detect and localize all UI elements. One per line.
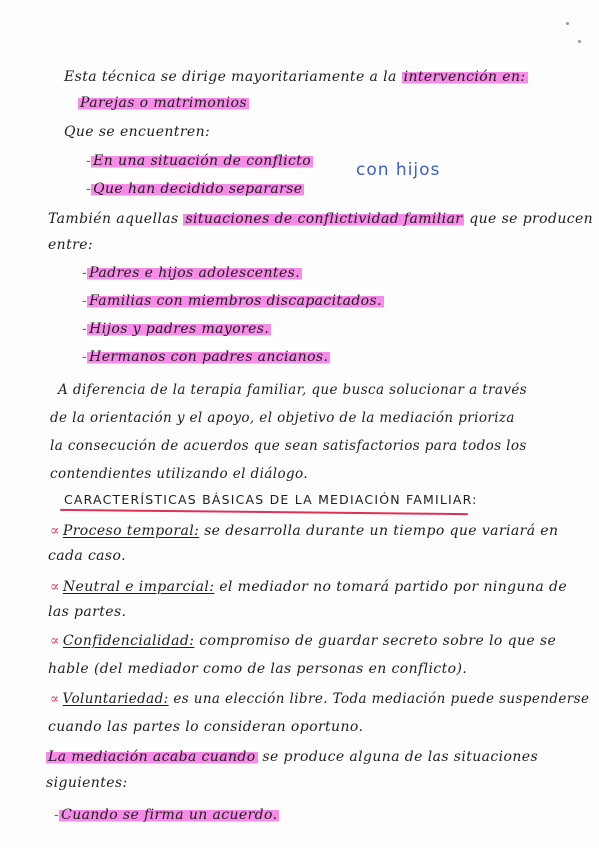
- text-line-2: [78, 94, 249, 112]
- text-line-15: contendientes utilizando el diálogo.: [50, 466, 309, 482]
- text-line-13: de la orientación y el apoyo, el objetivo de la mediación prioriza: [50, 410, 515, 426]
- highlight-acuerdo: Cuando se firma un acuerdo.: [61, 807, 278, 823]
- highlight-hermanos: Hermanos con padres ancianos.: [89, 349, 329, 365]
- feature-confidencialidad-cont: hable (del mediador como de las personas en conflicto).: [48, 661, 468, 677]
- bullet-icon: ∝: [50, 523, 60, 539]
- page-speck: [566, 22, 569, 25]
- feature-proceso-temporal-cont: cada caso.: [48, 548, 126, 564]
- handwritten-note: con hijos: [356, 160, 441, 180]
- text-line-12: A diferencia de la terapia familiar, que busca solucionar a través: [58, 382, 528, 398]
- highlight-conflicto: En una situación de conflicto: [93, 153, 312, 169]
- feature-voluntariedad: ∝ Voluntariedad: es una elección libre. Toda mediación puede suspenderse: [50, 691, 590, 707]
- bullet-icon: ∝: [50, 691, 60, 707]
- text-line-7: entre:: [48, 237, 94, 253]
- highlight-parejas: Parejas o matrimonios: [80, 95, 247, 111]
- page-speck: [578, 40, 581, 43]
- text-line-8: - Padres e hijos adolescentes.: [82, 265, 301, 281]
- highlight-hijos-padres: Hijos y padres mayores.: [89, 321, 270, 337]
- highlight-separarse: Que han decidido separarse: [93, 181, 303, 197]
- section-heading: CARACTERÍSTICAS BÁSICAS DE LA MEDIACIÓN FAMILIAR:: [64, 492, 478, 507]
- highlight-padres-hijos: Padres e hijos adolescentes.: [89, 265, 301, 281]
- text-line-end-2: siguientes:: [46, 775, 128, 791]
- text-line-end: La mediación acaba cuando se produce alguna de las situaciones: [48, 749, 539, 765]
- highlight-familias: Familias con miembros discapacitados.: [89, 293, 382, 309]
- highlight-intervencion: intervención en:: [403, 69, 526, 85]
- bullet-icon: ∝: [50, 579, 60, 595]
- text-line-11: - Hermanos con padres ancianos.: [82, 349, 329, 365]
- feature-proceso-temporal: ∝ Proceso temporal: se desarrolla durante un tiempo que variará en: [50, 523, 559, 539]
- text-line-3: Que se encuentren:: [64, 124, 211, 140]
- text-line-9: - Familias con miembros discapacitados.: [82, 293, 382, 309]
- text-line-1: Esta técnica se dirige mayoritariamente a la intervención en:: [64, 69, 526, 85]
- feature-neutral-cont: las partes.: [48, 604, 127, 620]
- text-line-4: - En una situación de conflicto: [86, 153, 312, 169]
- feature-voluntariedad-cont: cuando las partes lo consideran oportuno.: [48, 719, 364, 735]
- text-line-10: - Hijos y padres mayores.: [82, 321, 270, 337]
- bullet-icon: ∝: [50, 633, 60, 649]
- text-line-6: También aquellas situaciones de conflictividad familiar que se producen: [48, 211, 594, 227]
- text-line-last: - Cuando se firma un acuerdo.: [54, 807, 278, 823]
- text-line-5: - Que han decidido separarse: [86, 181, 303, 197]
- heading-underline: [60, 509, 468, 515]
- text-line-14: la consecución de acuerdos que sean satisfactorios para todos los: [50, 438, 527, 454]
- highlight-mediacion-acaba: La mediación acaba cuando: [48, 749, 256, 765]
- feature-confidencialidad: ∝ Confidencialidad: compromiso de guardar secreto sobre lo que se: [50, 633, 557, 649]
- feature-neutral: ∝ Neutral e imparcial: el mediador no tomará partido por ninguna de: [50, 579, 568, 595]
- highlight-conflictividad: situaciones de conflictividad familiar: [185, 211, 463, 227]
